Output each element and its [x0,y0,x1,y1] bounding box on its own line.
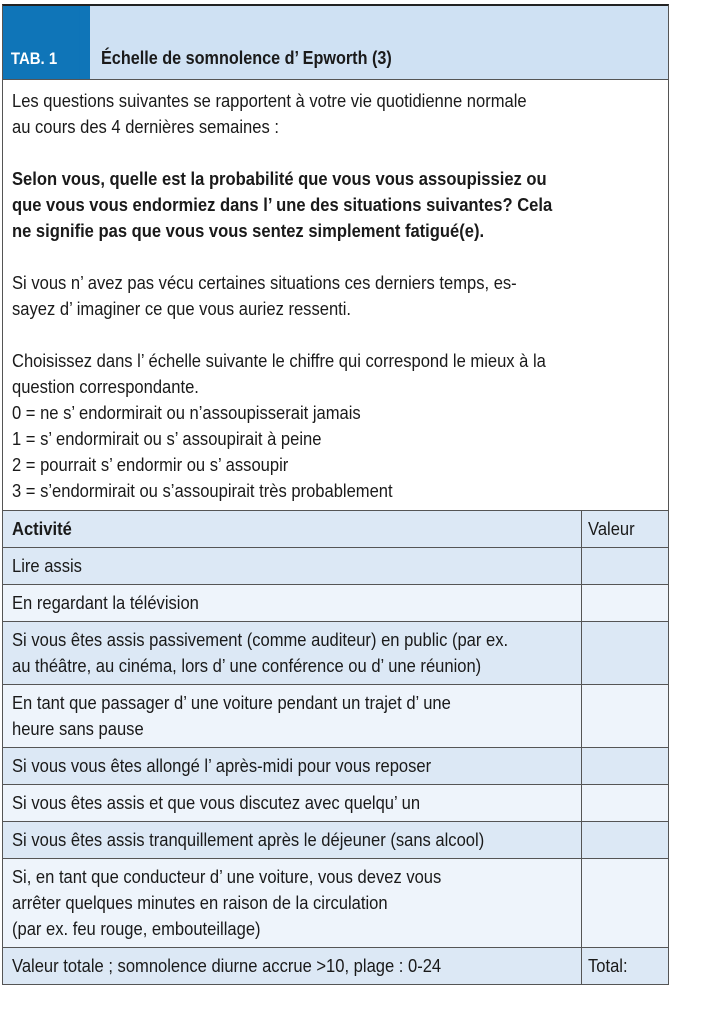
scale-paragraph: Choisissez dans l’ échelle suivante le chiffre qui correspond le mieux à la question correspondante. 0 = ne s’ endormirait ou n’assoupisserait jamais 1 = s’ endormirait ou s’ assoupirait à peine 2 = pourrait s’ endormir ou s’ assoupir 3 = s’endormirait ou s’assoupirait très probablement [12,348,659,504]
activity-label: Si, en tant que conducteur d’ une voiture, vous devez vous arrêter quelques minutes en raison de la circulation (par ex. feu rouge, embouteillage) [3,859,582,948]
value-cell[interactable] [582,548,669,585]
value-cell[interactable] [582,748,669,785]
table-title: Échelle de somnolence d’ Epworth (3) [101,48,392,68]
activity-row [3,822,668,859]
activity-table [3,511,668,985]
scale-item: 3 = s’endormirait ou s’assoupirait très probablement [12,481,393,501]
total-row [3,948,668,985]
epworth-table-card [2,4,669,985]
imagine-paragraph: Si vous n’ avez pas vécu certaines situations ces derniers temps, es- sayez d’ imaginer ce que vous auriez ressenti. [12,273,517,319]
activity-row [3,585,668,622]
scale-item: 0 = ne s’ endormirait ou n’assoupisserait jamais [12,403,361,423]
activity-label: Si vous êtes assis tranquillement après le déjeuner (sans alcool) [3,822,582,859]
total-label: Valeur totale ; somnolence diurne accrue >10, plage : 0-24 [3,948,582,985]
activity-row [3,785,668,822]
total-value-cell[interactable]: Total: [582,948,669,985]
tab-badge [3,6,90,79]
scale-item: 1 = s’ endormirait ou s’ assoupirait à peine [12,429,322,449]
intro-paragraph: Les questions suivantes se rapportent à votre vie quotidienne normale au cours des 4 dernières semaines : [12,91,527,137]
instructions [3,80,668,511]
activity-row [3,748,668,785]
column-header-value: Valeur [582,511,669,548]
activity-row [3,622,668,685]
value-cell[interactable] [582,585,669,622]
table-header [3,6,668,80]
column-header-activity: Activité [3,511,582,548]
table-title-bar [90,6,668,79]
activity-label: En regardant la télévision [3,585,582,622]
activity-label: Lire assis [3,548,582,585]
value-cell[interactable] [582,685,669,748]
activity-row [3,685,668,748]
table-header-row [3,511,668,548]
question-paragraph: Selon vous, quelle est la probabilité que vous vous assoupissiez ou que vous vous endormiez dans l’ une des situations suivantes? Cela ne signifie pas que vous vous sentez simplement fatigué(e). [12,169,553,241]
activity-row [3,548,668,585]
value-cell[interactable] [582,822,669,859]
value-cell[interactable] [582,622,669,685]
activity-row [3,859,668,948]
activity-label: Si vous vous êtes allongé l’ après-midi pour vous reposer [3,748,582,785]
value-cell[interactable] [582,785,669,822]
scale-item: 2 = pourrait s’ endormir ou s’ assoupir [12,455,289,475]
activity-label: En tant que passager d’ une voiture pendant un trajet d’ une heure sans pause [3,685,582,748]
tab-label: TAB. 1 [10,49,58,68]
activity-label: Si vous êtes assis et que vous discutez avec quelqu’ un [3,785,582,822]
value-cell[interactable] [582,859,669,948]
activity-label: Si vous êtes assis passivement (comme auditeur) en public (par ex. au théâtre, au cinéma, lors d’ une conférence ou d’ une réunion) [3,622,582,685]
